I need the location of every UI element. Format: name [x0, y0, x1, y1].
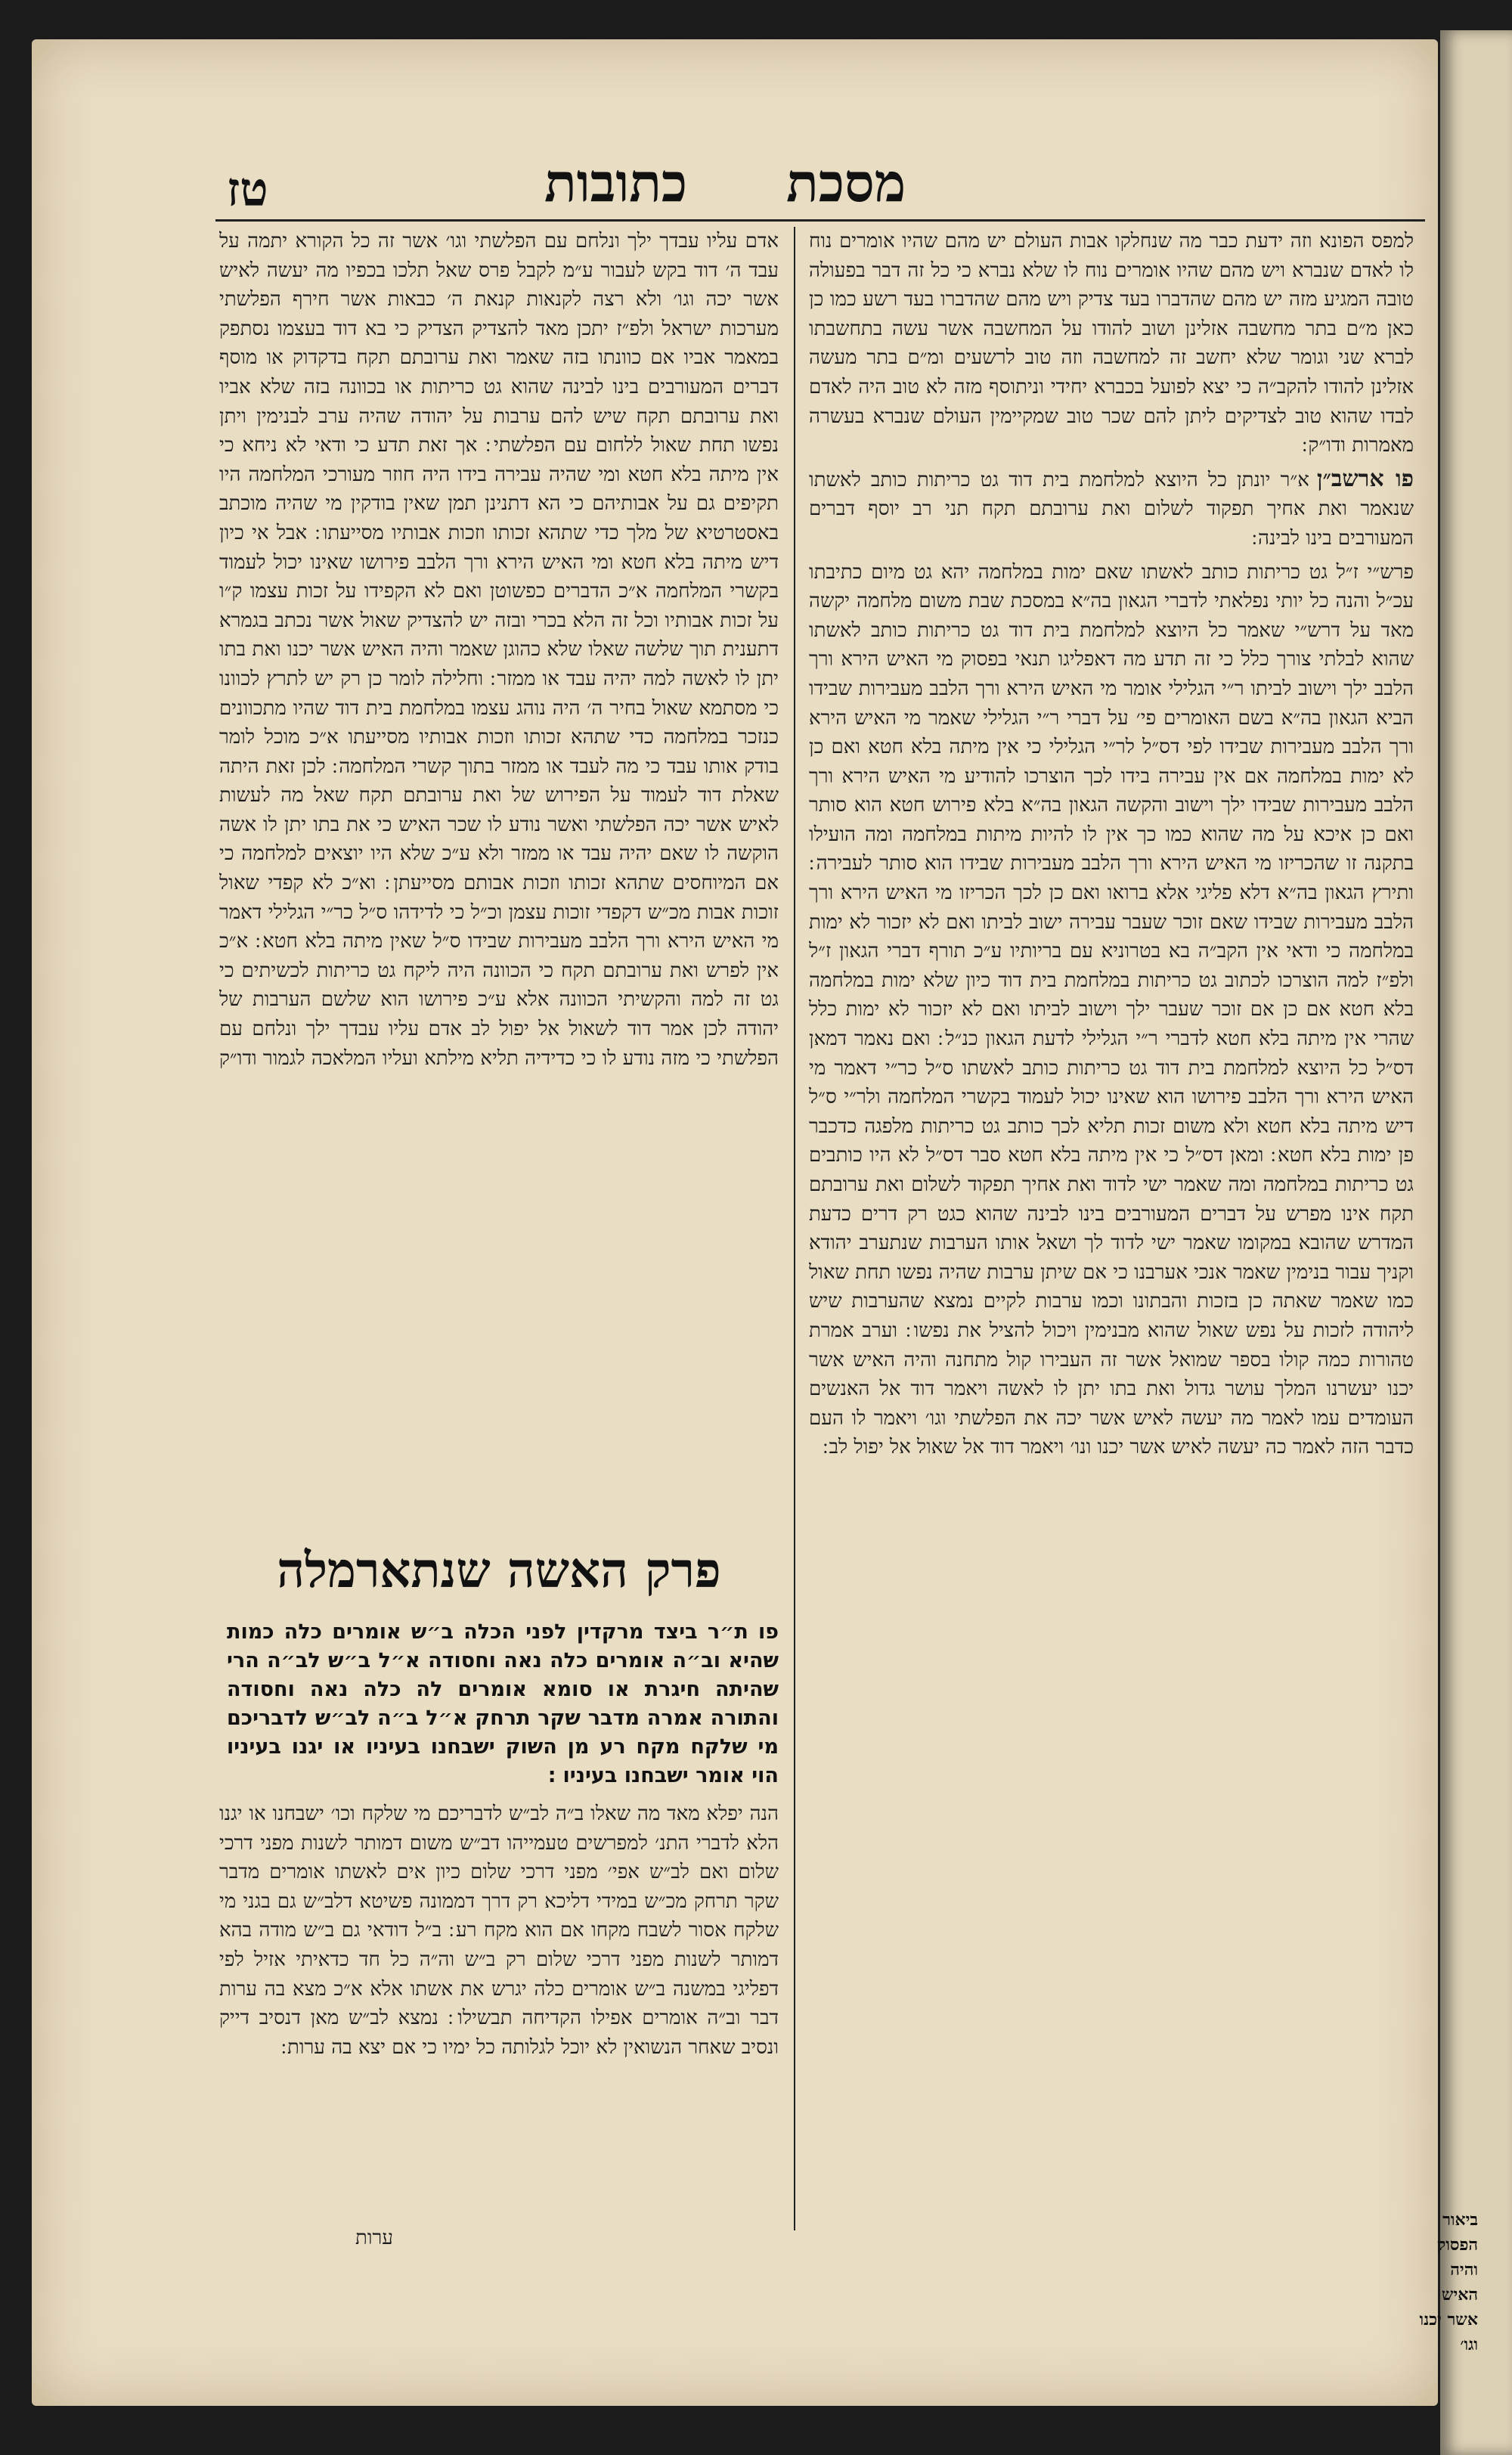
left-column-paragraph-2: הנה יפלא מאד מה שאלו ב״ה לב״ש לדבריכם מי שלקח וכו׳ ישבחנו או יגנו הלא לדברי התנ׳ למפרשים טעמייהו דב״ש משום דמותר לשנות מפני דרכי שלום ואם לב״ש אפי׳ מפני דרכי שלום כיון אים לאשתו אומרים מדבר שקר תרחק מכ״ש במידי דליכא רק דרך דממונה פשיטא דלב״ש גם בגני מי שלקח אסור לשבח מקחו אם הוא מקח רע ׃ ב״ל דודאי גם ב״ש מודה בהא דמותר לשנות מפני דרכי שלום רק ב״ש וה״ה כל חד כדאיתי אזיל לפי דפליגי במשנה ב״ש אומרים כלה יגרש את אשתו אלא א״כ מצא בה ערות דבר וב״ה אומרים אפילו הקדיחה תבשילו ׃ נמצא לב״ש מאן דנסיב דייק ונסיב שאחר הנשואין לא יוכל לגלותה כל ימיו כי אם יצא בה ערות ׃	[219, 1803, 779, 2059]
column-divider	[794, 227, 795, 2230]
catchword: ערות	[355, 2227, 393, 2249]
right-column-paragraph-3: פרש״י ז״ל גט כריתות כותב לאשתו שאם ימות במלחמה יהא גט מיום כתיבתו עכ״ל והנה כל יותי נפלאתי לדברי הגאון בה״א במסכת שבת משום מלחמה יקשה מאד על דרש״י שאמר כל היוצא למלחמת בית דוד גט כריתות כותב לאשתו שהוא לבלתי צורך כלל כי זה תדע מה דאפליגו תנאי בפסוק מי האיש הירא ורך הלבב ילך וישוב לביתו ר״י הגלילי אומר מי האיש הירא ורך הלבב מעבירות שבידו הביא הגאון בה״א בשם האומרים פי׳ על דברי ר״י הגלילי שאמר מי האיש הירא ורך הלבב מעבירות שבידו לפי דס״ל לר״י הגלילי כי אין מיתה בלא חטא ואם כן לא ימות במלחמה אם אין עבירה בידו לכך הוצרכו להודיע מי האיש הירא ורך הלבב מעבירות שבידו ילך וישוב והקשה הגאון בה״א בלא פירוש חטא הוא סותר ואם כן איכא על מה שהוא כמו כך אין לו להיות מיתות במלחמה ומה הועילו בתקנה זו שהכריזו מי האיש הירא ורך הלבב מעבירות שבידו הוא סותר לעבירה ׃ ותירץ הגאון בה״א דלא פליגי אלא ברואו ואם כן לכך הכריזו מי האיש הירא ורך הלבב מעבירות שבידו שאם זוכר שעבר עבירה ישוב לביתו ואם לא יזכור לא ימות במלחמה כי ודאי אין הקב״ה בא בטרוניא עם בריותיו ע״כ תורף דברי הגאון ז״ל ולפ״ז למה הוצרכו לכתוב גט כריתות במלחמת בית דוד כיון שלא ימות במלחמה בלא חטא אם כן אם זוכר שעבר ילך וישוב לביתו ואם לא יזכור לא ימות כלל שהרי אין מיתה בלא חטא לדברי ר״י הגלילי לדעת הגאון כנ״ל ׃ ואם נאמר דמאן דס״ל כל היוצא למלחמת בית דוד גט כריתות כותב לאשתו ס״ל כר״י דאמר מי האיש הירא ורך הלבב פירושו הוא שאינו יכול לעמוד בקשרי המלחמה ולר״י ס״ל דיש מיתה בלא חטא ולא משום זכות תליא לכך כותב גט כריתות מלפגה כדכבר פן ימות בלא חטא ׃ ומאן דס״ל כי אין מיתה בלא חטא סבר דס״ל לא היו כותבים גט כריתות במלחמה ומה שאמר ישי לדוד ואת אחיך תפקוד לשלום ואת ערובתם תקח אינו מפרש על דברים המעורבים בינו לבינה שהוא כגט רק דרים כדעת המדרש שהובא במקומו שאמר ישי לדוד לך ושאל אותו הערבות שנתערב יהודא וקניך עבור בנימין שאמר אנכי אערבנו כי אם שיתן ערבות שהיה נפשו תחת שאול כמו שאמר שאתה כן בזכות והבתונו וכמו ערבות לקיים נמצא שהערבות שיש ליהודה לזכות על נפש שאול שהוא מבנימין ויכול להציל את נפשו ׃ וערב אמרת טהורות כמה קולו בספר שמואל אשר זה העבירו קול מתחנה והיה האיש אשר יכנו יעשרנו המלך עושר גדול ואת בתו יתן לו לאשה ויאמר דוד אל האנשים העומדים עמו לאמר מה יעשה לאיש אשר יכה את הפלשתי וגו׳ ויאמר לו העם כדבר הזה לאמר כה יעשה לאיש אשר יכנו ונו׳ ויאמר דוד אל שאול אל יפול לב ׃	[809, 560, 1414, 1459]
mishna-lead-word: פו ת״ר	[707, 1620, 779, 1644]
header-title-left: כתובות	[544, 151, 688, 214]
next-page-edge	[1440, 30, 1512, 2455]
right-column-paragraph-1: למפס הפונא וזה ידעת כבר מה שנחלקו אבות העולם יש מהם שהיו אומרים נוח לו לאדם שנברא ויש מהם שהיו אומרים נוח לו שלא נברא כי כל זה דבר בפעולה טובה המגיע מזה יש מהם שהדברו בעד צדיק ויש מהם שהדברו בעד רשע כמו כן כאן מ״ם בתר מחשבה אזלינן ושוב להודו על המחשבה אשר עשה בתחשבתו לברא שני וגומר שלא יחשב זה למחשבה וזה טוב לרשעים ומ״ם בתר מעשה אזלינן להודו להקב״ה כי יצא לפועל בכברא יחידי וניתוסף מזה לא טוב היה לאדם לבדו שהוא טוב לצדיקים ליתן להם שכר טוב שמקיימין העולם שנברא בעשרה מאמרות ודו״ק ׃	[809, 230, 1414, 457]
chapter-title: פרק האשה שנתארמלה	[277, 1542, 721, 1599]
right-column-paragraph-2	[809, 465, 1414, 553]
right-column	[809, 227, 1414, 2223]
margin-note: ביאור הפסוק והיה האיש אשר יכנו וגו׳	[1419, 2210, 1478, 2354]
mishna-body: ביצד מרקדין לפני הכלה ב״ש אומרים כלה כמות שהיא וב״ה אומרים כלה נאה וחסודה א״ל ב״ש לב״ה הרי שהיתה חיגרת או סומא אומרים לה כלה נאה וחסודה והתורה אמרה מדבר שקר תרחק א״ל ב״ה לב״ש לדבריכם מי שלקח מקח רע מן השוק ישבחנו בעיניו או יגנו בעיניו הוי אומר ישבחנו בעיניו ׃	[227, 1620, 779, 1787]
right-column-lead-word: פו ארשב״ן	[1316, 465, 1414, 492]
left-column-lower	[219, 1799, 779, 2223]
header-rule	[215, 219, 1425, 222]
header-title-right: מסכת	[786, 151, 906, 214]
page-number: טז	[227, 162, 268, 217]
mishna-text	[227, 1618, 779, 1787]
right-column-paragraph-2-text: א״ר יונתן כל היוצא למלחמת בית דוד גט כריתות כותב לאשתו שנאמר ואת אחיך תפקוד לשלום ואת ערובתם תקח תני רב יוסף דברים המעורבים בינו לבינה ׃	[809, 468, 1414, 550]
left-column-upper	[219, 227, 779, 1527]
left-column-paragraph-1: אדם עליו עבדך ילך ונלחם עם הפלשתי וגו׳ אשר זה כל הקורא יתמה על עבד ה׳ דוד בקש לעבור ע״מ לקבל פרס שאל תלכו בכפיו מה יעשה לאיש אשר יכה וגו׳ ולא רצה לקנאות קנאת ה׳ כבאות אשר חירף הפלשתי מערכות ישראל ולפ״ז יתכן מאד להצדיק הצדיק כי בא דוד בעצמו נסתפק במאמר אביו אם כוונתו בזה שאמר ואת ערובתם תקח בדקדוק או מוסף דברים המעורבים בינו לבינה שהוא גט כריתות או בכוונה בזה שלא אביו ואת ערובתם תקח שיש להם ערבות על יהודה שהיה ערב לבנימין ויתן נפשו תחת שאול ללחום עם הפלשתי ׃ אך זאת תדע כי ודאי לא ניחא כי אין מיתה בלא חטא ומי שהיה עבירה בידו היה חוזר מעורכי המלחמה היו תקיפים גם על אבותיהם כי הא דתנינן תמן שאין בודקין מי שהיה מוכתב באסטרטיא של מלך כדי שתהא זכותו וזכות אבותיו מסייעתו ׃ אבל אי כיון דיש מיתה בלא חטא ומי האיש הירא ורך הלבב פירושו שאינו יכול לעמוד בקשרי המלחמה א״כ הדברים כפשוטן ואם לא הקפידו על זכות עצמו ק״ו על זכות אבותיו וכל זה הלא בכרי ובזה יש להצדיק שאול אשר נכתב בגמרא דתענית תוך שלשה שאלו שלא כהוגן שאמר והיה האיש אשר יכנו ואת בתו יתן לו לאשה למה יהיה עבד או ממזר ׃ וחלילה לומר כן רק יש לתרץ לכוונו כי מסתמא שאול בחיר ה׳ היה נוהג עצמו במלחמת בית דוד שהיו מתכוונים כנזכר במלחמה כדי שתהא זכותו וזכות אבותיו מסייעתו א״כ מוכל לומר בודק אותו עבד כי מה לעבד או ממזר בתוך קשרי המלחמה ׃ לכן זאת היתה שאלת דוד לעמוד על הפירוש של ואת ערובתם תקח שאל מה לעשות לאיש אשר יכה הפלשתי ואשר נודע לו שכר האיש כי את בתו יתן לו אשה הוקשה לו שאם יהיה עבד או ממזר ולא ע״כ שלא היו יוצאים למלחמה כי אם המיוחסים שתהא זכותו וזכות אבותם מסייעתן ׃ וא״כ לא קפדי שאול זוכות אבות מכ״ש דקפדי זוכות עצמן וכ״ל כי לדידהו ס״ל כר״י הגלילי דאמר מי האיש הירא ורך הלבב מעבירות שבידו ס״ל שאין מיתה בלא חטא ׃ א״כ אין לפרש ואת ערובתם תקח כי הכוונה היה ליקח גט כריתות לכשיתים כי גט זה למה והקשיתי הכוונה אלא ע״כ פירושו הוא שלשם הערבות של יהודה לכן אמר דוד לשאול אל יפול לב אדם עליו עבדך ילך ונלחם עם הפלשתי כי מזה נודע לו כי כדידיה תליא מילתא ועליו המלאכה לגמור ודו״ק	[219, 230, 779, 1070]
